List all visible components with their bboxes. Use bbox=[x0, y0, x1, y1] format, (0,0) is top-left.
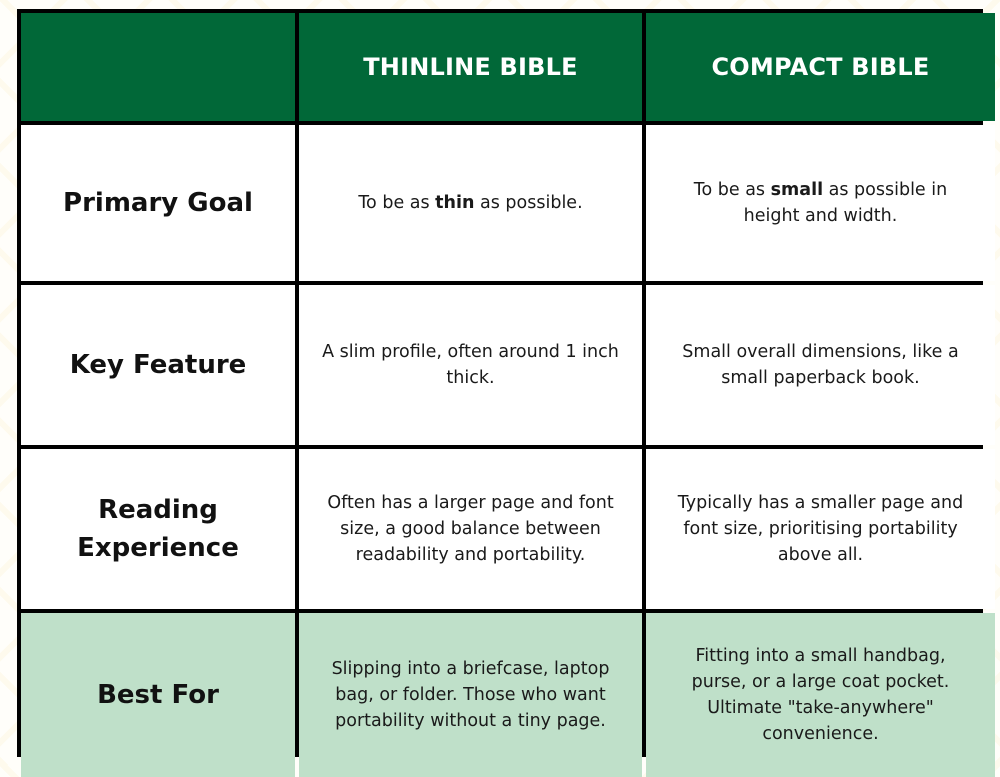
compact-cell bbox=[646, 449, 995, 609]
cell-text bbox=[668, 490, 973, 568]
text: A slim profile, often around 1 inch thick. bbox=[322, 342, 619, 388]
text: Typically has a smaller page and font size, prioritising portability above all. bbox=[677, 493, 964, 565]
cell-text bbox=[668, 177, 973, 229]
comparison-table bbox=[17, 9, 983, 757]
cell-text bbox=[668, 339, 973, 391]
thinline-cell bbox=[299, 449, 642, 609]
thinline-cell bbox=[299, 613, 642, 777]
row-label: Reading Experience bbox=[21, 449, 295, 609]
header-thinline: THINLINE BIBLE bbox=[299, 13, 642, 121]
cell-text bbox=[321, 656, 620, 734]
compact-cell bbox=[646, 613, 995, 777]
thinline-cell bbox=[299, 285, 642, 445]
header-compact: COMPACT BIBLE bbox=[646, 13, 995, 121]
compact-cell bbox=[646, 125, 995, 281]
row-label: Best For bbox=[21, 613, 295, 777]
cell-text bbox=[321, 339, 620, 391]
text: To be as bbox=[693, 180, 771, 200]
text: Often has a larger page and font size, a good balance between readability and portability. bbox=[327, 493, 614, 565]
text: Small overall dimensions, like a small paperback book. bbox=[682, 342, 959, 388]
header-corner-cell bbox=[21, 13, 295, 121]
cell-text bbox=[358, 190, 582, 216]
compact-cell bbox=[646, 285, 995, 445]
text: Slipping into a briefcase, laptop bag, or folder. Those who want portability without a tiny page. bbox=[331, 659, 610, 731]
row-label: Primary Goal bbox=[21, 125, 295, 281]
cell-text bbox=[668, 643, 973, 747]
thinline-cell bbox=[299, 125, 642, 281]
text: as possible. bbox=[474, 193, 583, 213]
bold-text: small bbox=[770, 180, 824, 200]
text: Fitting into a small handbag, purse, or a large coat pocket. Ultimate "take-anywhere" convenience. bbox=[691, 646, 950, 744]
row-label: Key Feature bbox=[21, 285, 295, 445]
text: as possible in height and width. bbox=[743, 180, 948, 226]
cell-text bbox=[321, 490, 620, 568]
bold-text: thin bbox=[435, 193, 475, 213]
text: To be as bbox=[358, 193, 436, 213]
